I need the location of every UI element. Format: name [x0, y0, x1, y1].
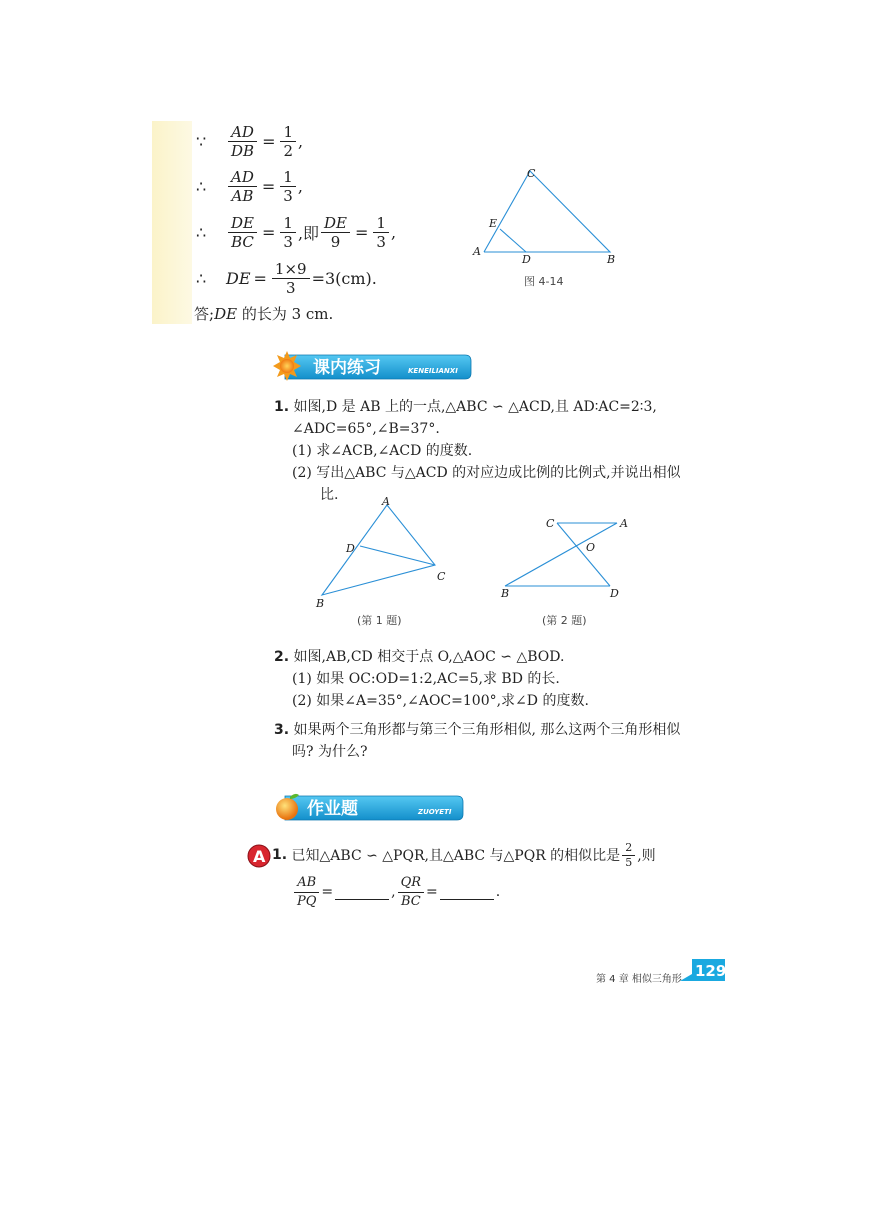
- section-banner-practice: [271, 350, 475, 384]
- badge-letter: A: [253, 847, 266, 866]
- page-number-tab: [678, 959, 726, 983]
- therefore-symbol: ∴: [196, 176, 207, 196]
- level-a-badge: [246, 843, 272, 869]
- fraction: $\frac{QR}{BC}$: [398, 875, 424, 910]
- figure-exercise-1: [310, 495, 460, 610]
- label-e: E: [489, 217, 498, 230]
- banner-title: 作业题: [307, 799, 358, 819]
- proof-line-1: ∵ $\frac{AD}{DB}$ = $\frac{1}{2}$ ,: [196, 122, 304, 160]
- proof-line-4: ∴ DE = $\frac{1\times 9}{3}$ =3(cm).: [196, 259, 377, 297]
- answer-blank[interactable]: [335, 885, 389, 900]
- fraction: $\frac{1}{2}$: [280, 124, 296, 159]
- answer-blank[interactable]: [440, 885, 494, 900]
- exercise-1: 1. 如图,D 是 AB 上的一点,△ABC ∽ △ACD,且 AD∶AC=2∶3, ∠ADC=65°,∠B=37°. (1) 求∠ACB,∠ACD 的度数. (2) 写出△ABC 与△ACD 的对应边成比例的比例式,并说出相似 比.: [274, 399, 681, 503]
- banner-subtitle: ZUOYETI: [418, 808, 452, 816]
- fraction: $\frac{2}{5}$: [622, 842, 635, 869]
- segment-ab: [505, 523, 617, 586]
- fraction: $\frac{1\times 9}{3}$: [272, 261, 310, 296]
- margin-highlight-bar: [152, 121, 192, 324]
- label-d: D: [610, 587, 619, 600]
- fraction: $\frac{AD}{DB}$: [228, 124, 257, 159]
- exercise-2: 2. 如图,AB,CD 相交于点 O,△AOC ∽ △BOD. (1) 如果 OC:OD=1:2,AC=5,求 BD 的长. (2) 如果∠A=35°,∠AOC=100°,求∠D 的度数.: [274, 649, 589, 709]
- fraction: $\frac{DE}{BC}$: [228, 215, 257, 250]
- fraction: $\frac{1}{3}$: [280, 169, 296, 204]
- triangle-abc: [484, 171, 610, 252]
- fraction: $\frac{DE}{9}$: [321, 215, 350, 250]
- banner-title: 课内练习: [313, 358, 381, 378]
- fraction: $\frac{1}{3}$: [280, 215, 296, 250]
- triangle-abc: [322, 505, 435, 595]
- figure-caption: 图 4-14: [524, 275, 564, 288]
- label-c: C: [527, 167, 536, 180]
- label-a: A: [382, 495, 390, 508]
- fraction: $\frac{AD}{AB}$: [228, 169, 257, 204]
- proof-line-2: ∴ $\frac{AD}{AB}$ = $\frac{1}{3}$ ,: [196, 167, 303, 205]
- fraction: $\frac{AB}{PQ}$: [294, 875, 319, 910]
- label-b: B: [607, 253, 616, 265]
- figure-4-14: [470, 165, 620, 265]
- label-c: C: [437, 570, 446, 583]
- figure-caption: (第 1 题): [357, 614, 402, 627]
- label-d: D: [522, 253, 531, 265]
- answer-line: 答;DE 的长为 3 cm.: [194, 305, 334, 323]
- label-c: C: [546, 517, 555, 530]
- label-a: A: [620, 517, 628, 530]
- figure-exercise-2: [495, 512, 635, 602]
- therefore-symbol: ∴: [196, 222, 207, 242]
- label-d: D: [346, 542, 355, 555]
- segment-cd: [360, 546, 435, 565]
- exercise-3: 3. 如果两个三角形都与第三个三角形相似, 那么这两个三角形相似 吗? 为什么?: [274, 722, 681, 760]
- banner-subtitle: KENEILIANXI: [408, 367, 458, 375]
- figure-caption: (第 2 题): [542, 614, 587, 627]
- proof-line-3: ∴ $\frac{DE}{BC}$ = $\frac{1}{3}$ ,即 $\frac{DE}{9}$ = $\frac{1}{3}$ ,: [196, 213, 397, 251]
- footer-chapter: 第 4 章 相似三角形: [596, 974, 682, 985]
- homework-1-line2: $\frac{AB}{PQ}$ = , $\frac{QR}{BC}$ = .: [292, 874, 500, 910]
- label-b: B: [316, 597, 325, 610]
- therefore-symbol: ∴: [196, 268, 207, 288]
- because-symbol: ∵: [196, 131, 207, 151]
- section-banner-homework: [271, 791, 467, 825]
- homework-1-line1: 1. 已知△ABC ∽ △PQR,且△ABC 与△PQR 的相似比是 $\frac{2}{5}$ ,则: [272, 840, 656, 869]
- label-o: O: [586, 541, 596, 554]
- segment-de: [500, 229, 526, 252]
- page-number: 129: [695, 962, 726, 980]
- label-a: A: [473, 245, 481, 258]
- fraction: $\frac{1}{3}$: [373, 215, 389, 250]
- label-b: B: [501, 587, 510, 600]
- segment-cd: [557, 523, 610, 586]
